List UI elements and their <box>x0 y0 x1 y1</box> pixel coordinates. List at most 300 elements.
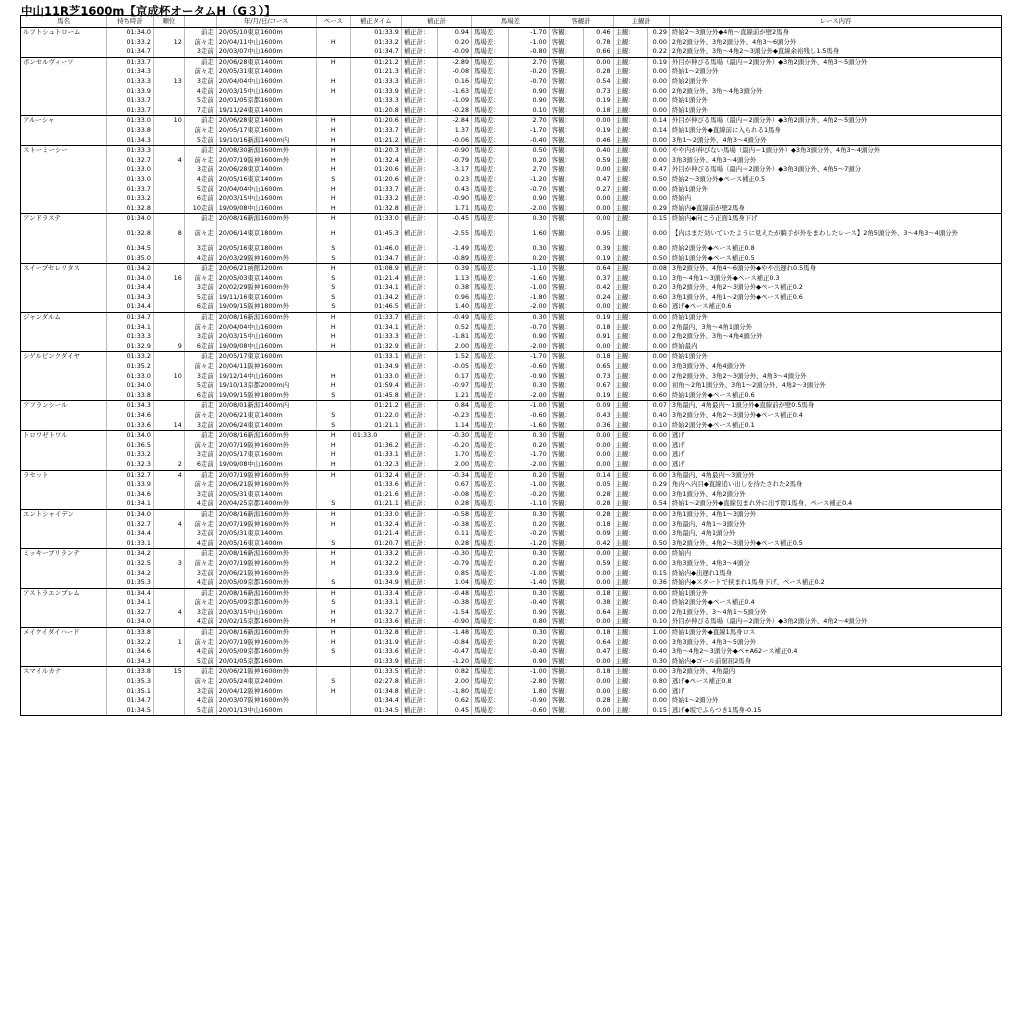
adjust-value-cell: 0.11 <box>437 529 471 539</box>
adjust-label-cell: 補正計： <box>401 313 437 323</box>
adjust-value-cell: -0.34 <box>437 470 471 480</box>
header-pace: ペース <box>316 16 350 28</box>
rank-cell <box>153 175 184 185</box>
objective-value-cell: 0.28 <box>583 696 613 706</box>
table-row <box>21 647 1002 657</box>
adjusted-time-cell: 01:33.3 <box>350 332 401 342</box>
adjusted-time-cell: 01:20.3 <box>350 146 401 156</box>
adjust-value-cell: 1.70 <box>437 450 471 460</box>
track-label-cell: 馬場差： <box>472 401 509 411</box>
objective-label-cell: 客観： <box>549 628 583 638</box>
objective-label-cell: 客観： <box>549 401 583 411</box>
horse-name-cell <box>21 411 107 421</box>
table-row <box>21 224 1002 244</box>
date-course-cell: 20/06/21阪神1600m外 <box>216 480 316 490</box>
objective-label-cell: 客観： <box>549 323 583 333</box>
race-ago-cell: 前走 <box>184 146 216 156</box>
adjusted-time-cell: 01:08.9 <box>350 264 401 274</box>
adjust-label-cell: 補正計： <box>401 578 437 588</box>
subjective-label-cell: 主観： <box>613 667 647 677</box>
subjective-label-cell: 主観： <box>613 293 647 303</box>
date-course-cell: 20/05/16東京1400m <box>216 175 316 185</box>
objective-label-cell: 客観： <box>549 38 583 48</box>
horse-name-cell <box>21 559 107 569</box>
rank-cell <box>153 244 184 254</box>
objective-value-cell: 0.00 <box>583 431 613 441</box>
best-time-cell: 01:34.0 <box>107 28 154 38</box>
race-ago-cell: 3走前 <box>184 421 216 431</box>
race-note-cell: 逃げ◆ペース補正0.6 <box>669 302 1001 312</box>
table-row <box>21 372 1002 382</box>
pace-cell: H <box>316 441 350 451</box>
date-course-cell: 20/04/04中山1600m <box>216 323 316 333</box>
subjective-value-cell: 0.00 <box>647 136 669 146</box>
adjust-value-cell: -0.47 <box>437 647 471 657</box>
adjust-label-cell: 補正計： <box>401 628 437 638</box>
table-row <box>21 253 1002 263</box>
objective-label-cell: 客観： <box>549 342 583 352</box>
table-row <box>21 165 1002 175</box>
table-row <box>21 302 1002 312</box>
race-note-cell: 終始最内 <box>669 342 1001 352</box>
subjective-label-cell: 主観： <box>613 647 647 657</box>
subjective-label-cell: 主観： <box>613 657 647 667</box>
adjust-value-cell: -0.90 <box>437 146 471 156</box>
rank-cell <box>153 253 184 263</box>
objective-label-cell: 客観： <box>549 302 583 312</box>
adjusted-time-cell: 01:32.7 <box>350 608 401 618</box>
subjective-value-cell: 0.00 <box>647 323 669 333</box>
adjust-value-cell: -1.54 <box>437 608 471 618</box>
race-note-cell: 終始1頭分外 <box>669 185 1001 195</box>
race-note-cell: 3角最内、4角最内～1頭分外◆直線前が壁0.5馬身 <box>669 401 1001 411</box>
adjusted-time-cell: 01:33.0 <box>350 509 401 519</box>
subjective-value-cell: 0.00 <box>647 638 669 648</box>
race-note-cell: 終始1頭分外◆直線前に入られる1馬身 <box>669 126 1001 136</box>
track-label-cell: 馬場差： <box>472 520 509 530</box>
adjust-label-cell: 補正計： <box>401 165 437 175</box>
subjective-label-cell: 主観： <box>613 175 647 185</box>
track-value-cell: -0.40 <box>509 647 549 657</box>
race-note-cell: 2角2頭分外、3角2～3頭分外、4角3～4頭分外 <box>669 372 1001 382</box>
table-row <box>21 214 1002 224</box>
objective-value-cell: 0.28 <box>583 499 613 509</box>
track-label-cell: 馬場差： <box>472 539 509 549</box>
adjust-label-cell: 補正計： <box>401 323 437 333</box>
objective-label-cell: 客観： <box>549 274 583 284</box>
best-time-cell: 01:34.7 <box>107 696 154 706</box>
rank-cell <box>153 293 184 303</box>
rank-cell <box>153 136 184 146</box>
objective-label-cell: 客観： <box>549 559 583 569</box>
adjusted-time-cell: 01:21.3 <box>350 67 401 77</box>
adjust-value-cell: -0.05 <box>437 362 471 372</box>
adjust-value-cell: 1.52 <box>437 352 471 362</box>
adjust-label-cell: 補正計： <box>401 156 437 166</box>
track-label-cell: 馬場差： <box>472 421 509 431</box>
horse-name-cell <box>21 450 107 460</box>
race-note-cell: 2角1頭分外、3～4角1～5頭分外 <box>669 608 1001 618</box>
objective-label-cell: 客観： <box>549 362 583 372</box>
adjust-value-cell: 1.40 <box>437 302 471 312</box>
adjust-value-cell: 0.94 <box>437 28 471 38</box>
subjective-value-cell: 0.29 <box>647 28 669 38</box>
pace-cell: S <box>316 499 350 509</box>
adjust-label-cell: 補正計： <box>401 421 437 431</box>
objective-label-cell: 客観： <box>549 549 583 559</box>
adjusted-time-cell: 01:46.5 <box>350 302 401 312</box>
adjust-label-cell: 補正計： <box>401 38 437 48</box>
adjusted-time-cell: 01:21.2 <box>350 57 401 67</box>
rank-cell <box>153 509 184 519</box>
horse-name-cell <box>21 175 107 185</box>
pace-cell: H <box>316 372 350 382</box>
pace-cell: H <box>316 381 350 391</box>
race-note-cell: 終始1頭分外 <box>669 313 1001 323</box>
race-ago-cell: 6走前 <box>184 302 216 312</box>
subjective-value-cell: 0.00 <box>647 529 669 539</box>
rank-cell <box>153 106 184 116</box>
adjust-label-cell: 補正計： <box>401 667 437 677</box>
pace-cell: H <box>316 549 350 559</box>
subjective-value-cell: 0.40 <box>647 647 669 657</box>
objective-label-cell: 客観： <box>549 677 583 687</box>
subjective-value-cell: 0.47 <box>647 165 669 175</box>
date-course-cell: 20/05/31東京1400m <box>216 529 316 539</box>
adjusted-time-cell: 01:59.4 <box>350 381 401 391</box>
date-course-cell: 19/10/13京都2000m内 <box>216 381 316 391</box>
pace-cell: H <box>316 185 350 195</box>
adjust-value-cell: -0.84 <box>437 638 471 648</box>
table-row <box>21 87 1002 97</box>
track-label-cell: 馬場差： <box>472 578 509 588</box>
horse-name-cell: トロワゼトワル <box>21 431 107 441</box>
date-course-cell: 20/03/15中山1600m <box>216 332 316 342</box>
subjective-value-cell: 0.00 <box>647 194 669 204</box>
track-label-cell: 馬場差： <box>472 657 509 667</box>
subjective-value-cell: 0.07 <box>647 401 669 411</box>
subjective-value-cell: 0.00 <box>647 667 669 677</box>
track-label-cell: 馬場差： <box>472 264 509 274</box>
objective-value-cell: 0.40 <box>583 146 613 156</box>
adjust-label-cell: 補正計： <box>401 28 437 38</box>
adjust-value-cell: -0.38 <box>437 520 471 530</box>
race-ago-cell: 前々走 <box>184 638 216 648</box>
track-label-cell: 馬場差： <box>472 509 509 519</box>
horse-name-cell <box>21 77 107 87</box>
pace-cell: H <box>316 204 350 214</box>
subjective-label-cell: 主観： <box>613 480 647 490</box>
best-time-cell: 01:34.3 <box>107 657 154 667</box>
best-time-cell: 01:34.1 <box>107 598 154 608</box>
adjusted-time-cell: 01:33.0 <box>350 372 401 382</box>
rank-cell: 13 <box>153 77 184 87</box>
subjective-label-cell: 主観： <box>613 628 647 638</box>
adjust-value-cell: 0.17 <box>437 372 471 382</box>
track-label-cell: 馬場差： <box>472 499 509 509</box>
adjust-value-cell: 0.28 <box>437 539 471 549</box>
table-row <box>21 106 1002 116</box>
adjust-label-cell: 補正計： <box>401 87 437 97</box>
horse-name-cell <box>21 638 107 648</box>
horse-name-cell <box>21 126 107 136</box>
subjective-label-cell: 主観： <box>613 539 647 549</box>
best-time-cell: 01:34.3 <box>107 67 154 77</box>
adjust-value-cell: -0.90 <box>437 617 471 627</box>
adjusted-time-cell: 01:32.4 <box>350 520 401 530</box>
header-adjust-total: 補正計 <box>401 16 471 28</box>
table-row <box>21 264 1002 274</box>
race-ago-cell: 10走前 <box>184 204 216 214</box>
horse-name-cell <box>21 67 107 77</box>
table-row <box>21 657 1002 667</box>
objective-label-cell: 客観： <box>549 381 583 391</box>
track-label-cell: 馬場差： <box>472 38 509 48</box>
objective-label-cell: 客観： <box>549 490 583 500</box>
table-row <box>21 480 1002 490</box>
adjusted-time-cell: 01:33.3 <box>350 77 401 87</box>
table-row <box>21 185 1002 195</box>
horse-name-cell <box>21 520 107 530</box>
horse-name-cell <box>21 185 107 195</box>
adjusted-time-cell: 01:33.2 <box>350 549 401 559</box>
track-label-cell: 馬場差： <box>472 87 509 97</box>
horse-name-cell: アストラエンブレム <box>21 588 107 598</box>
pace-cell: H <box>316 116 350 126</box>
objective-value-cell: 0.14 <box>583 470 613 480</box>
subjective-value-cell: 0.00 <box>647 441 669 451</box>
track-value-cell: -1.10 <box>509 264 549 274</box>
race-ago-cell: 4走前 <box>184 253 216 263</box>
date-course-cell: 20/05/31東京1400m <box>216 67 316 77</box>
horse-name-cell <box>21 106 107 116</box>
track-label-cell: 馬場差： <box>472 332 509 342</box>
best-time-cell: 01:33.2 <box>107 194 154 204</box>
best-time-cell: 01:35.3 <box>107 578 154 588</box>
adjust-label-cell: 補正計： <box>401 470 437 480</box>
subjective-label-cell: 主観： <box>613 559 647 569</box>
best-time-cell: 01:33.0 <box>107 116 154 126</box>
race-ago-cell: 6走前 <box>184 194 216 204</box>
race-ago-cell: 5走前 <box>184 185 216 195</box>
objective-value-cell: 0.59 <box>583 156 613 166</box>
subjective-value-cell: 0.50 <box>647 539 669 549</box>
track-value-cell: -0.70 <box>509 185 549 195</box>
objective-label-cell: 客観： <box>549 67 583 77</box>
race-note-cell: 3角～4角2～3頭分外◆ペ+A62ース補正0.4 <box>669 647 1001 657</box>
adjusted-time-cell: 01:33.3 <box>350 96 401 106</box>
objective-value-cell: 0.78 <box>583 38 613 48</box>
objective-label-cell: 客観： <box>549 28 583 38</box>
rank-cell <box>153 391 184 401</box>
table-row <box>21 628 1002 638</box>
rank-cell <box>153 323 184 333</box>
race-ago-cell: 前々走 <box>184 559 216 569</box>
header-best-time: 持ち時計 <box>107 16 154 28</box>
objective-label-cell: 客観： <box>549 146 583 156</box>
adjust-label-cell: 補正計： <box>401 588 437 598</box>
adjust-value-cell: 0.84 <box>437 401 471 411</box>
date-course-cell: 20/03/07阪神1600m外 <box>216 696 316 706</box>
adjust-label-cell: 補正計： <box>401 687 437 697</box>
adjusted-time-cell: 01:31.9 <box>350 638 401 648</box>
track-value-cell: -0.40 <box>509 136 549 146</box>
track-value-cell: -1.00 <box>509 667 549 677</box>
objective-label-cell: 客観： <box>549 87 583 97</box>
objective-value-cell: 0.00 <box>583 57 613 67</box>
subjective-value-cell: 0.00 <box>647 431 669 441</box>
rank-cell <box>153 657 184 667</box>
best-time-cell: 01:34.1 <box>107 499 154 509</box>
objective-value-cell: 0.73 <box>583 372 613 382</box>
track-value-cell: 0.20 <box>509 441 549 451</box>
date-course-cell: 20/05/31東京1400m <box>216 490 316 500</box>
best-time-cell: 01:34.3 <box>107 401 154 411</box>
adjust-label-cell: 補正計： <box>401 441 437 451</box>
race-note-cell: 終始1～2頭分外 <box>669 696 1001 706</box>
date-course-cell: 20/07/19阪神1600m外 <box>216 470 316 480</box>
objective-value-cell: 0.18 <box>583 106 613 116</box>
adjusted-time-cell: 01:34.1 <box>350 283 401 293</box>
adjust-value-cell: -0.30 <box>437 549 471 559</box>
objective-value-cell: 0.59 <box>583 559 613 569</box>
pace-cell <box>316 352 350 362</box>
horse-name-cell <box>21 302 107 312</box>
adjust-value-cell: -2.89 <box>437 57 471 67</box>
date-course-cell: 20/08/16新潟1600m外 <box>216 431 316 441</box>
objective-value-cell: 0.19 <box>583 253 613 263</box>
horse-name-cell <box>21 87 107 97</box>
track-label-cell: 馬場差： <box>472 598 509 608</box>
race-ago-cell: 前々走 <box>184 441 216 451</box>
race-ago-cell: 前々走 <box>184 38 216 48</box>
race-ago-cell: 3走前 <box>184 372 216 382</box>
adjusted-time-cell: 01:21.2 <box>350 136 401 146</box>
best-time-cell: 01:34.7 <box>107 47 154 57</box>
table-row <box>21 520 1002 530</box>
date-course-cell: 20/07/19阪神1600m外 <box>216 520 316 530</box>
subjective-label-cell: 主観： <box>613 568 647 578</box>
table-row <box>21 509 1002 519</box>
adjust-value-cell: 1.13 <box>437 274 471 284</box>
date-course-cell: 20/08/16新潟1600m外 <box>216 313 316 323</box>
track-value-cell: 0.20 <box>509 470 549 480</box>
track-label-cell: 馬場差： <box>472 667 509 677</box>
objective-label-cell: 客観： <box>549 608 583 618</box>
adjust-label-cell: 補正計： <box>401 194 437 204</box>
adjust-label-cell: 補正計： <box>401 608 437 618</box>
adjusted-time-cell: 01:33.7 <box>350 126 401 136</box>
subjective-label-cell: 主観： <box>613 677 647 687</box>
race-note-cell: 逃げ◆坂でふらつき1馬身-0.15 <box>669 706 1001 716</box>
adjust-label-cell: 補正計： <box>401 460 437 470</box>
objective-label-cell: 客観： <box>549 598 583 608</box>
adjusted-time-cell: 01:36.2 <box>350 441 401 451</box>
adjusted-time-cell: 01:33.9 <box>350 28 401 38</box>
track-value-cell: 0.90 <box>509 608 549 618</box>
best-time-cell: 01:34.1 <box>107 323 154 333</box>
objective-value-cell: 0.36 <box>583 421 613 431</box>
race-ago-cell: 前走 <box>184 57 216 67</box>
adjust-label-cell: 補正計： <box>401 490 437 500</box>
objective-label-cell: 客観： <box>549 529 583 539</box>
objective-label-cell: 客観： <box>549 116 583 126</box>
objective-label-cell: 客観： <box>549 647 583 657</box>
rank-cell: 2 <box>153 460 184 470</box>
adjust-value-cell: -0.79 <box>437 559 471 569</box>
track-label-cell: 馬場差： <box>472 204 509 214</box>
date-course-cell: 20/08/30新潟1600m外 <box>216 146 316 156</box>
table-row <box>21 57 1002 67</box>
adjust-value-cell: 1.04 <box>437 578 471 588</box>
track-label-cell: 馬場差： <box>472 628 509 638</box>
objective-value-cell: 0.00 <box>583 165 613 175</box>
table-row <box>21 401 1002 411</box>
adjust-label-cell: 補正計： <box>401 342 437 352</box>
best-time-cell: 01:36.5 <box>107 441 154 451</box>
race-note-cell: 逃げ◆ペース補正0.8 <box>669 677 1001 687</box>
table-row <box>21 293 1002 303</box>
rank-cell <box>153 499 184 509</box>
subjective-label-cell: 主観： <box>613 302 647 312</box>
rank-cell <box>153 549 184 559</box>
best-time-cell: 01:35.0 <box>107 253 154 263</box>
best-time-cell: 01:34.6 <box>107 411 154 421</box>
objective-label-cell: 客観： <box>549 264 583 274</box>
adjusted-time-cell: 01:45.8 <box>350 391 401 401</box>
pace-cell <box>316 401 350 411</box>
objective-value-cell: 0.28 <box>583 509 613 519</box>
date-course-cell: 19/09/15阪神1800m外 <box>216 391 316 401</box>
date-course-cell: 20/03/07中山1600m <box>216 47 316 57</box>
race-ago-cell: 前走 <box>184 313 216 323</box>
best-time-cell: 01:34.0 <box>107 431 154 441</box>
adjust-label-cell: 補正計： <box>401 657 437 667</box>
objective-label-cell: 客観： <box>549 706 583 716</box>
subjective-value-cell: 0.00 <box>647 559 669 569</box>
adjust-label-cell: 補正計： <box>401 185 437 195</box>
rank-cell <box>153 677 184 687</box>
table-row <box>21 578 1002 588</box>
track-value-cell: -2.00 <box>509 342 549 352</box>
subjective-label-cell: 主観： <box>613 411 647 421</box>
subjective-label-cell: 主観： <box>613 509 647 519</box>
objective-label-cell: 客観： <box>549 204 583 214</box>
race-ago-cell: 6走前 <box>184 460 216 470</box>
subjective-value-cell: 0.60 <box>647 293 669 303</box>
best-time-cell: 01:33.2 <box>107 38 154 48</box>
date-course-cell: 20/01/05京都1600m <box>216 657 316 667</box>
adjust-label-cell: 補正計： <box>401 706 437 716</box>
track-value-cell: -0.40 <box>509 598 549 608</box>
rank-cell <box>153 539 184 549</box>
pace-cell: H <box>316 509 350 519</box>
rank-cell <box>153 47 184 57</box>
objective-label-cell: 客観： <box>549 499 583 509</box>
objective-value-cell: 0.19 <box>583 126 613 136</box>
track-value-cell: -1.70 <box>509 126 549 136</box>
adjust-value-cell: -0.20 <box>437 441 471 451</box>
track-value-cell: -0.60 <box>509 362 549 372</box>
track-value-cell: -1.60 <box>509 421 549 431</box>
subjective-value-cell: 0.54 <box>647 499 669 509</box>
adjust-value-cell: 0.43 <box>437 185 471 195</box>
track-value-cell: -0.20 <box>509 529 549 539</box>
track-value-cell: 0.30 <box>509 509 549 519</box>
track-label-cell: 馬場差： <box>472 116 509 126</box>
subjective-value-cell: 0.29 <box>647 204 669 214</box>
table-row <box>21 362 1002 372</box>
